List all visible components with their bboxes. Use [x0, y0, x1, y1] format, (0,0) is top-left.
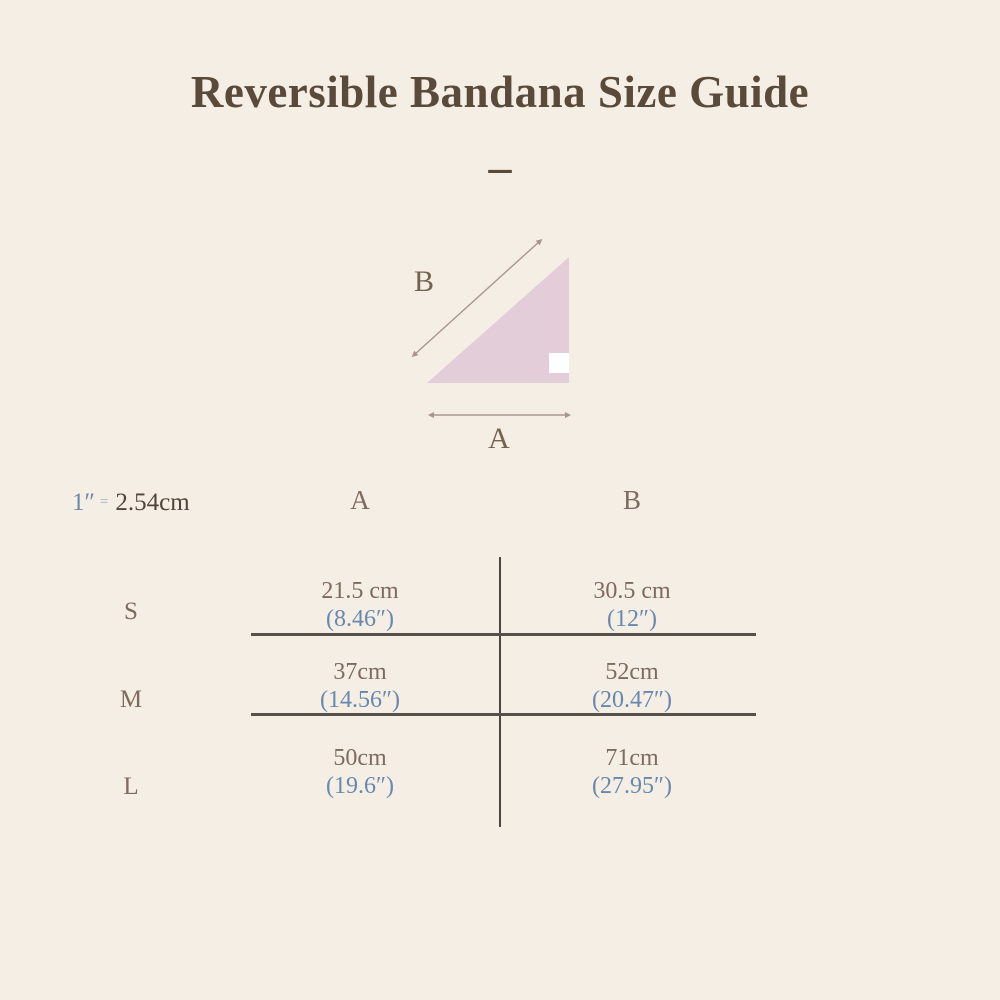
triangle-shape	[427, 257, 569, 383]
bandana-triangle-diagram	[375, 222, 605, 457]
row-label-m: M	[119, 686, 143, 713]
table-vertical-rule	[499, 557, 501, 827]
cell-s-a-inches: (8.46″)	[326, 606, 394, 632]
cell-s-b	[522, 577, 742, 633]
page-title: Reversible Bandana Size Guide	[190, 67, 810, 117]
row-label-l: L	[123, 773, 139, 800]
diagram-label-b: B	[413, 265, 435, 298]
cell-s-b-inches: (12″)	[607, 606, 657, 632]
cell-s-b-cm: 30.5 cm	[593, 578, 671, 604]
cell-l-b-inches: (27.95″)	[592, 773, 672, 799]
cell-s-a	[250, 577, 470, 633]
cell-m-b-inches: (20.47″)	[592, 687, 672, 713]
row-label-s: S	[124, 598, 138, 625]
conversion-equals-sign: =	[99, 494, 109, 510]
cell-m-b	[522, 658, 742, 714]
cell-l-b-cm: 71cm	[605, 745, 659, 771]
cell-l-a-inches: (19.6″)	[326, 773, 394, 799]
cell-s-a-cm: 21.5 cm	[321, 578, 399, 604]
diagram-label-a: A	[488, 422, 510, 455]
cell-l-a	[250, 744, 470, 800]
cell-m-a-cm: 37cm	[333, 659, 387, 685]
column-header-a: A	[350, 485, 370, 515]
conversion-inch-value: 1″	[72, 489, 95, 516]
cell-l-b	[522, 744, 742, 800]
cell-l-a-cm: 50cm	[333, 745, 387, 771]
cell-m-a-inches: (14.56″)	[320, 687, 400, 713]
column-header-b: B	[622, 485, 641, 515]
title-divider: –	[488, 141, 512, 192]
conversion-cm-value: 2.54cm	[115, 489, 190, 516]
right-angle-marker	[549, 353, 569, 373]
table-rule-s-m	[251, 633, 756, 636]
conversion-note	[72, 487, 190, 518]
cell-m-a	[250, 658, 470, 714]
cell-m-b-cm: 52cm	[605, 659, 659, 685]
